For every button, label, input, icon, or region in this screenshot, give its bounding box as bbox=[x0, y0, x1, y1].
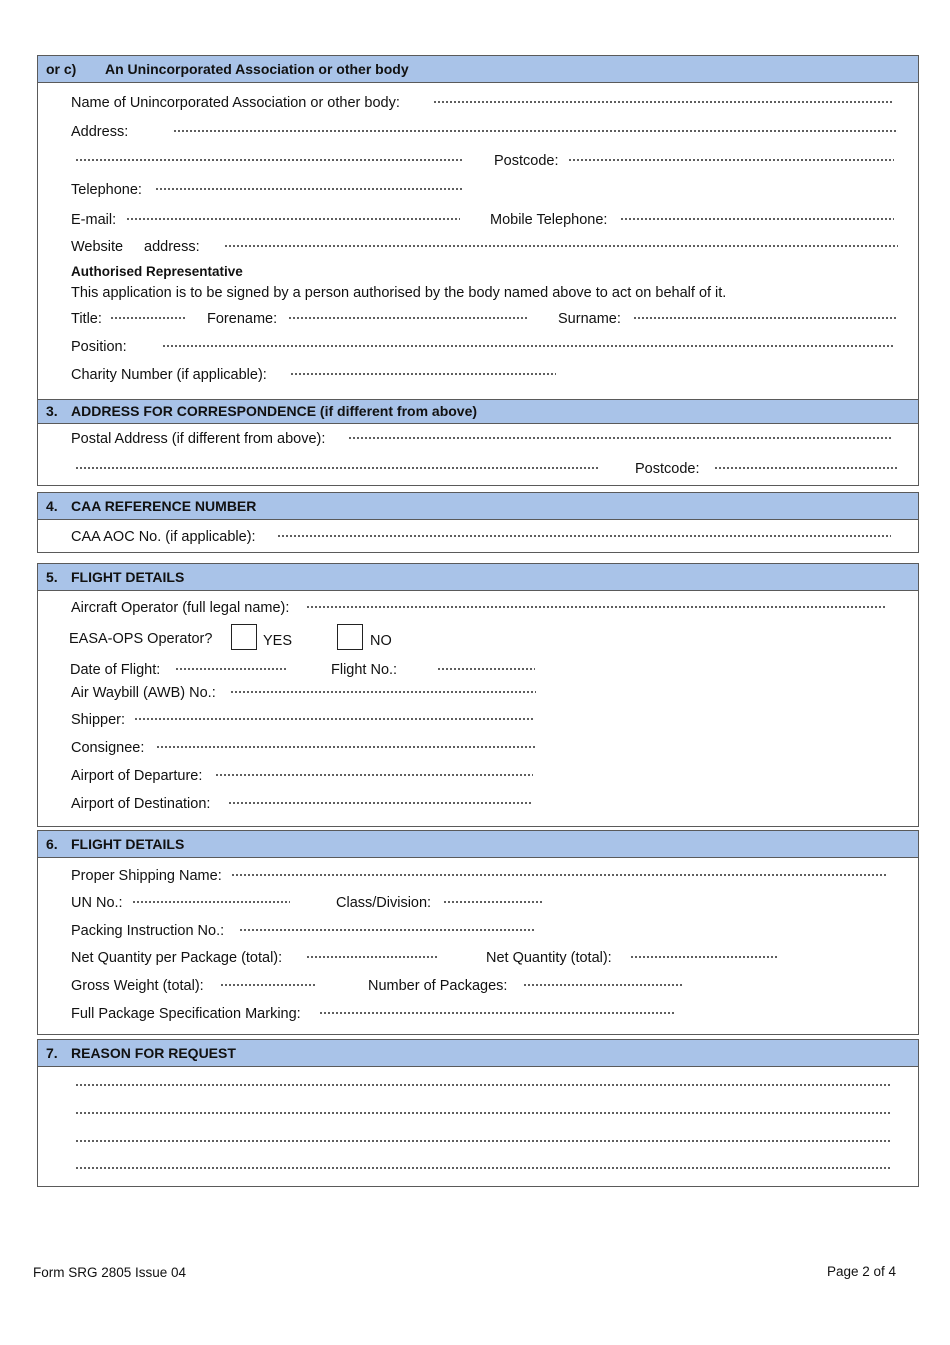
postal-address-field-2[interactable] bbox=[75, 466, 599, 474]
section-number: 7. bbox=[46, 1045, 58, 1061]
easa-label: EASA-OPS Operator? bbox=[69, 631, 213, 647]
section-number: 6. bbox=[46, 836, 58, 852]
shipper-label: Shipper: bbox=[71, 712, 126, 728]
reason-line-3[interactable] bbox=[75, 1139, 891, 1147]
easa-no-label: NO bbox=[370, 633, 392, 649]
class-label: Class/Division: bbox=[336, 895, 432, 911]
telephone-label: Telephone: bbox=[71, 182, 142, 198]
title-field[interactable] bbox=[110, 316, 185, 324]
email-label: E-mail: bbox=[71, 212, 117, 228]
charity-field[interactable] bbox=[290, 372, 556, 380]
section-reason bbox=[37, 1039, 919, 1187]
un-field[interactable] bbox=[132, 900, 290, 908]
address-field-line-2[interactable] bbox=[75, 158, 463, 166]
flight-no-field[interactable] bbox=[437, 667, 535, 675]
date-label: Date of Flight: bbox=[70, 662, 161, 678]
address-field-line-1[interactable] bbox=[173, 129, 898, 137]
section-header bbox=[38, 400, 918, 424]
website-label-2: address: bbox=[144, 239, 200, 255]
surname-field[interactable] bbox=[633, 316, 897, 324]
shipper-field[interactable] bbox=[134, 717, 535, 725]
section-flight-details bbox=[37, 563, 919, 827]
easa-no-checkbox[interactable] bbox=[337, 624, 363, 650]
auth-rep-heading: Authorised Representative bbox=[71, 264, 243, 279]
destination-field[interactable] bbox=[228, 801, 533, 809]
section-number: 4. bbox=[46, 498, 58, 514]
assoc-name-field[interactable] bbox=[433, 100, 893, 108]
mobile-label: Mobile Telephone: bbox=[490, 212, 608, 228]
un-label: UN No.: bbox=[71, 895, 123, 911]
section-header bbox=[38, 1040, 918, 1067]
flight-no-label: Flight No.: bbox=[331, 662, 398, 678]
aoc-label: CAA AOC No. (if applicable): bbox=[71, 529, 256, 545]
title-label: Title: bbox=[71, 311, 102, 327]
departure-label: Airport of Departure: bbox=[71, 768, 203, 784]
section-title: FLIGHT DETAILS bbox=[71, 836, 185, 852]
operator-field[interactable] bbox=[306, 605, 886, 613]
packing-label: Packing Instruction No.: bbox=[71, 923, 225, 939]
reason-line-2[interactable] bbox=[75, 1111, 891, 1119]
position-label: Position: bbox=[71, 339, 127, 355]
destination-label: Airport of Destination: bbox=[71, 796, 211, 812]
charity-label: Charity Number (if applicable): bbox=[71, 367, 267, 383]
easa-yes-checkbox[interactable] bbox=[231, 624, 257, 650]
email-field[interactable] bbox=[126, 217, 460, 225]
net-per-pkg-field[interactable] bbox=[306, 955, 438, 963]
postal-address-field-1[interactable] bbox=[348, 436, 893, 444]
easa-yes-label: YES bbox=[263, 633, 293, 649]
form-id: Form SRG 2805 Issue 04 bbox=[33, 1265, 187, 1280]
page-number: Page 2 of 4 bbox=[827, 1264, 897, 1279]
section-header bbox=[38, 564, 918, 591]
postcode-label: Postcode: bbox=[494, 153, 559, 169]
departure-field[interactable] bbox=[215, 773, 533, 781]
section-title: ADDRESS FOR CORRESPONDENCE (if different from above) bbox=[71, 403, 478, 419]
net-total-label: Net Quantity (total): bbox=[486, 950, 612, 966]
section-caa-reference bbox=[37, 492, 919, 553]
section-title: CAA REFERENCE NUMBER bbox=[71, 498, 257, 514]
forename-field[interactable] bbox=[288, 316, 528, 324]
spec-field[interactable] bbox=[319, 1011, 676, 1019]
website-field[interactable] bbox=[224, 244, 898, 252]
shipping-name-label: Proper Shipping Name: bbox=[71, 868, 222, 884]
section-header bbox=[38, 493, 918, 520]
section-correspondence bbox=[37, 399, 919, 486]
section-unincorporated bbox=[37, 55, 919, 400]
class-field[interactable] bbox=[443, 900, 543, 908]
gross-label: Gross Weight (total): bbox=[71, 978, 204, 994]
postal-address-label: Postal Address (if different from above): bbox=[71, 431, 326, 447]
operator-label: Aircraft Operator (full legal name): bbox=[71, 600, 290, 616]
section-goods-details bbox=[37, 830, 919, 1035]
awb-field[interactable] bbox=[230, 690, 536, 698]
website-label-1: Website bbox=[71, 239, 124, 255]
section-header bbox=[38, 56, 918, 83]
postcode-field[interactable] bbox=[714, 466, 898, 474]
net-total-field[interactable] bbox=[630, 955, 778, 963]
section-title: FLIGHT DETAILS bbox=[71, 569, 185, 585]
assoc-name-label: Name of Unincorporated Association or other body: bbox=[71, 95, 400, 111]
section-number: 5. bbox=[46, 569, 58, 585]
consignee-field[interactable] bbox=[156, 745, 535, 753]
num-pkgs-field[interactable] bbox=[523, 983, 683, 991]
section-header bbox=[38, 831, 918, 858]
gross-field[interactable] bbox=[220, 983, 315, 991]
surname-label: Surname: bbox=[558, 311, 621, 327]
section-number: 3. bbox=[46, 403, 58, 419]
section-title: REASON FOR REQUEST bbox=[71, 1045, 236, 1061]
position-field[interactable] bbox=[162, 344, 894, 352]
packing-field[interactable] bbox=[239, 928, 535, 936]
section-number: or c) bbox=[46, 61, 77, 77]
consignee-label: Consignee: bbox=[71, 740, 145, 756]
reason-line-1[interactable] bbox=[75, 1083, 891, 1091]
telephone-field[interactable] bbox=[155, 187, 463, 195]
net-per-pkg-label: Net Quantity per Package (total): bbox=[71, 950, 283, 966]
spec-label: Full Package Specification Marking: bbox=[71, 1006, 301, 1022]
num-pkgs-label: Number of Packages: bbox=[368, 978, 508, 994]
address-label: Address: bbox=[71, 124, 129, 140]
reason-line-4[interactable] bbox=[75, 1166, 891, 1174]
aoc-field[interactable] bbox=[277, 534, 891, 542]
forename-label: Forename: bbox=[207, 311, 278, 327]
date-field[interactable] bbox=[175, 667, 288, 675]
postcode-label: Postcode: bbox=[635, 461, 700, 477]
shipping-name-field[interactable] bbox=[231, 873, 886, 881]
postcode-field[interactable] bbox=[568, 158, 894, 166]
mobile-field[interactable] bbox=[620, 217, 894, 225]
auth-rep-note: This application is to be signed by a person authorised by the body named above to act on behalf of it. bbox=[71, 285, 727, 301]
section-title: An Unincorporated Association or other body bbox=[105, 61, 409, 77]
awb-label: Air Waybill (AWB) No.: bbox=[71, 685, 216, 701]
